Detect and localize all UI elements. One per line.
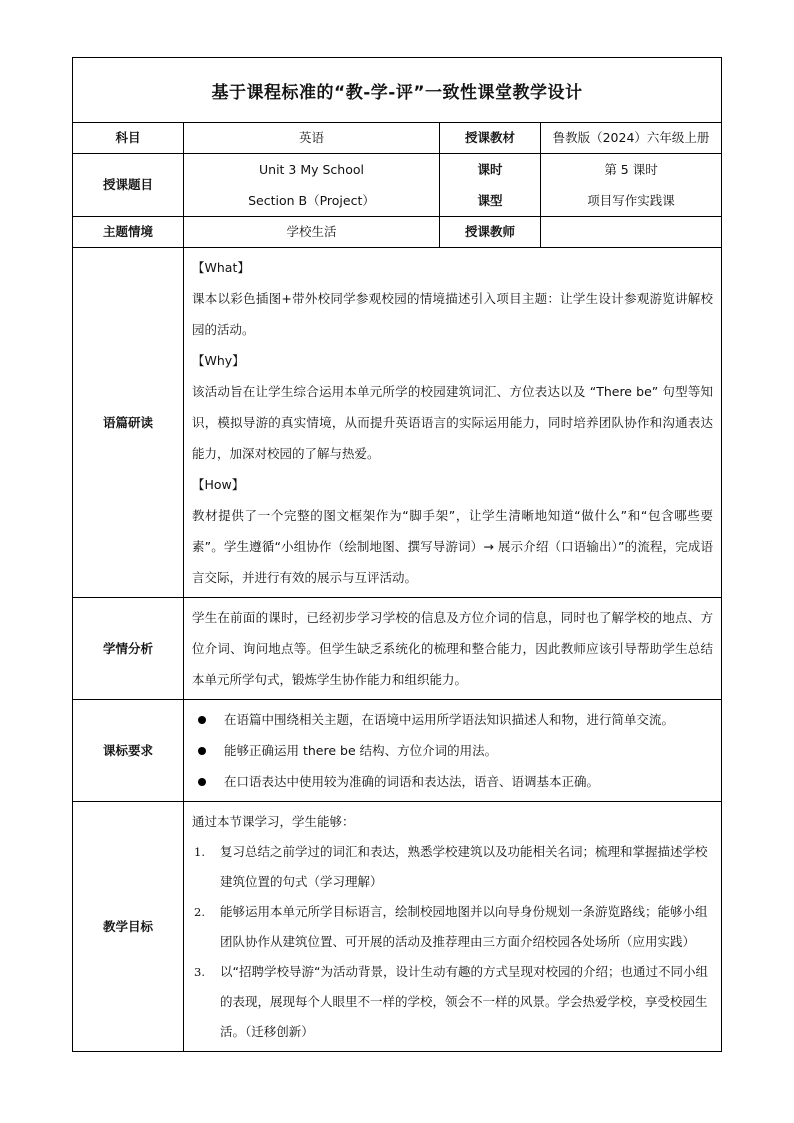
list-item bbox=[190, 704, 715, 735]
topic-section: Section B（Project） bbox=[248, 193, 375, 208]
page-title: 基于课程标准的“教-学-评”一致性课堂教学设计 bbox=[73, 58, 722, 123]
objectives-list bbox=[192, 837, 713, 1047]
list-item bbox=[192, 897, 713, 957]
list-item bbox=[190, 735, 715, 766]
objective-text: 以“招聘学校导游“为活动背景，设计生动有趣的方式呈现对校园的介绍；也通过不同小组的表现，展现每个人眼里不一样的学校，领会不一样的风景。学会热爱学校，享受校园生活。（迁移创新） bbox=[220, 964, 708, 1039]
bullet-icon bbox=[198, 716, 206, 724]
topic-value bbox=[184, 154, 440, 217]
how-heading: 【How】 bbox=[192, 477, 245, 492]
item-number: 3. bbox=[194, 965, 205, 979]
topic-label: 授课题目 bbox=[73, 154, 184, 217]
context-value: 学校生活 bbox=[184, 217, 440, 248]
textbook-label: 授课教材 bbox=[440, 123, 541, 154]
standard-text: 在语篇中围绕相关主题，在语境中运用所学语法知识描述人和物，进行简单交流。 bbox=[224, 712, 675, 727]
objectives-content bbox=[184, 802, 722, 1052]
how-text: 教材提供了一个完整的图文框架作为“脚手架”，让学生清晰地知道“做什么”和“包含哪些要素”。学生遵循“小组协作（绘制地图、撰写导游词）→ 展示介绍（口语输出）”的流程，完成语言交际，并进行有效的展示与互评活动。 bbox=[192, 508, 714, 585]
bullet-icon bbox=[198, 778, 206, 786]
learner-analysis-content bbox=[184, 598, 722, 700]
standards-content bbox=[184, 700, 722, 802]
why-heading: 【Why】 bbox=[192, 353, 245, 368]
what-text: 课本以彩色插图+带外校同学参观校园的情境描述引入项目主题：让学生设计参观游览讲解校园的活动。 bbox=[192, 291, 714, 337]
period-value: 第 5 课时 bbox=[604, 162, 658, 177]
learner-analysis-label: 学情分析 bbox=[73, 598, 184, 700]
topic-unit: Unit 3 My School bbox=[259, 162, 364, 177]
objective-text: 复习总结之前学过的词汇和表达，熟悉学校建筑以及功能相关名词；梳理和掌握描述学校建筑位置的句式（学习理解） bbox=[220, 844, 708, 889]
subject-value: 英语 bbox=[184, 123, 440, 154]
why-text: 该活动旨在让学生综合运用本单元所学的校园建筑词汇、方位表达以及 “There be” 句型等知识，模拟导游的真实情境，从而提升英语语言的实际运用能力，同时培养团队协作和沟通表达能力，加深对校园的了解与热爱。 bbox=[192, 384, 714, 461]
text-study-label: 语篇研读 bbox=[73, 248, 184, 598]
type-value: 项目写作实践课 bbox=[587, 193, 675, 208]
list-item bbox=[192, 957, 713, 1047]
item-number: 2. bbox=[194, 905, 205, 919]
bullet-icon bbox=[198, 747, 206, 755]
list-item bbox=[190, 766, 715, 797]
teacher-value bbox=[541, 217, 722, 248]
list-item bbox=[192, 837, 713, 897]
standard-text: 能够正确运用 there be 结构、方位介词的用法。 bbox=[224, 743, 498, 758]
objectives-label: 教学目标 bbox=[73, 802, 184, 1052]
teacher-label: 授课教师 bbox=[440, 217, 541, 248]
standards-list bbox=[190, 700, 715, 801]
context-label: 主题情境 bbox=[73, 217, 184, 248]
objectives-intro: 通过本节课学习，学生能够： bbox=[192, 814, 355, 829]
textbook-value: 鲁教版（2024）六年级上册 bbox=[541, 123, 722, 154]
period-label: 课时 bbox=[477, 162, 503, 177]
period-type-labels bbox=[440, 154, 541, 217]
learner-analysis-text: 学生在前面的课时，已经初步学习学校的信息及方位介词的信息，同时也了解学校的地点、方位介词、询问地点等。但学生缺乏系统化的梳理和整合能力，因此教师应该引导帮助学生总结本单元所学句式，锻炼学生协作能力和组织能力。 bbox=[192, 610, 714, 687]
standard-text: 在口语表达中使用较为准确的词语和表达法，语音、语调基本正确。 bbox=[224, 774, 600, 789]
period-type-values bbox=[541, 154, 722, 217]
standards-label: 课标要求 bbox=[73, 700, 184, 802]
what-heading: 【What】 bbox=[192, 260, 250, 275]
type-label: 课型 bbox=[477, 193, 503, 208]
objective-text: 能够运用本单元所学目标语言，绘制校园地图并以向导身份规划一条游览路线；能够小组团队协作从建筑位置、可开展的活动及推荐理由三方面介绍校园各处场所（应用实践） bbox=[220, 904, 708, 949]
item-number: 1. bbox=[194, 845, 205, 859]
lesson-plan-table bbox=[72, 57, 722, 1052]
text-study-content bbox=[184, 248, 722, 598]
subject-label: 科目 bbox=[73, 123, 184, 154]
